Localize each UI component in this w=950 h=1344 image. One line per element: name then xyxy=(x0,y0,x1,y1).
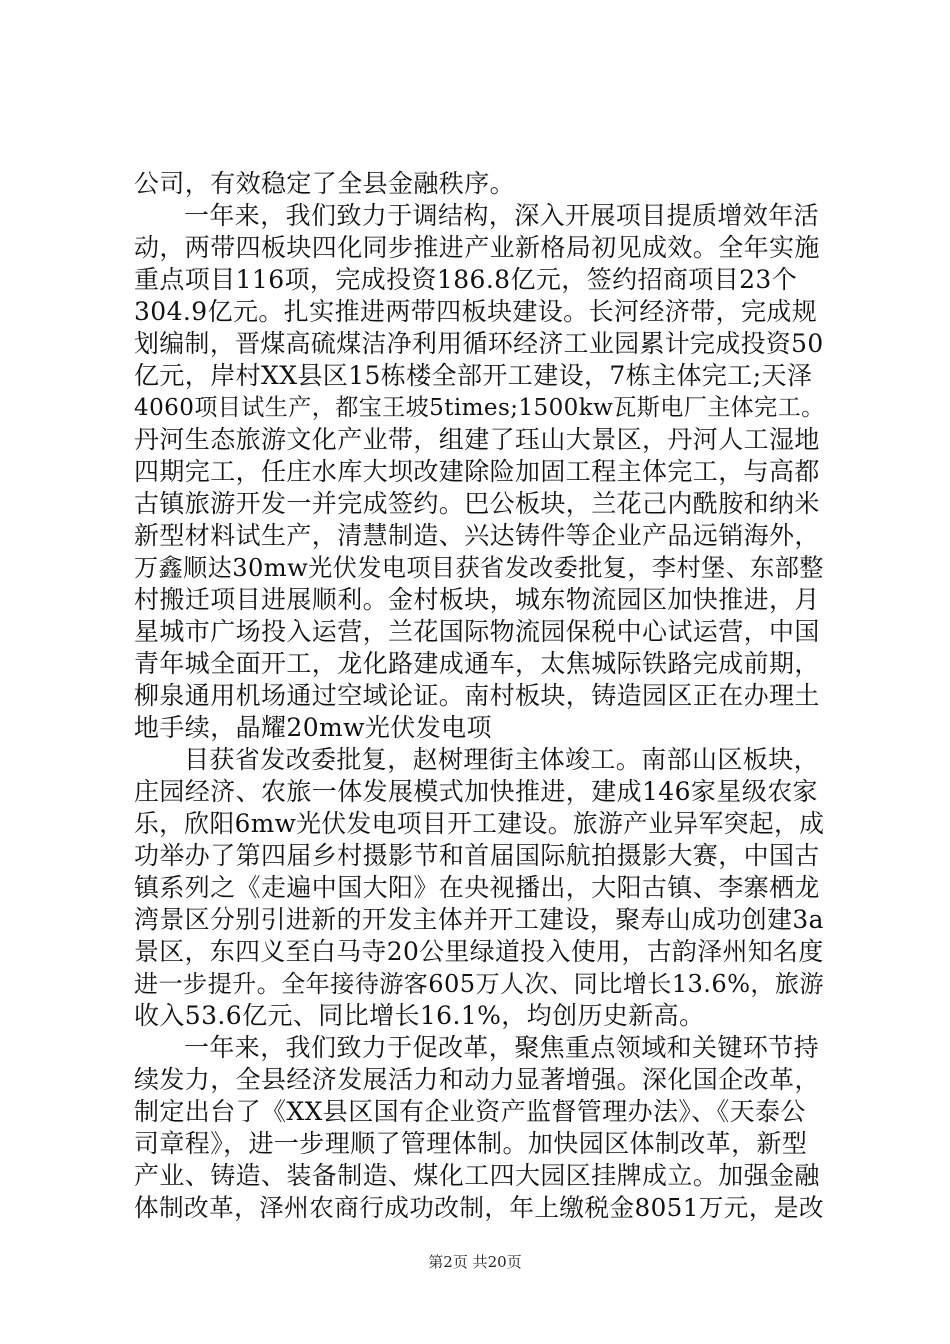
text-line: 青年城全面开工，龙化路建成通车，太焦城际铁路完成前期， xyxy=(134,649,820,678)
text-line: 续发力，全县经济发展活力和动力显著增强。深化国企改革， xyxy=(134,1065,820,1094)
text-line: 304.9亿元。扎实推进两带四板块建设。长河经济带，完成规 xyxy=(134,297,818,326)
page-footer: 第2页 共20页 xyxy=(428,1253,522,1271)
text-line: 四期完工，任庄水库大坝改建除险加固工程主体完工，与高都 xyxy=(134,457,820,486)
text-line: 4060项目试生产，都宝王坡5times;1500kw瓦斯电厂主体完工。 xyxy=(134,395,825,421)
text-line: 收入53.6亿元、同比增长16.1%，均创历史新高。 xyxy=(134,1001,705,1030)
text-line: 景区，东四义至白马寺20公里绿道投入使用，古韵泽州知名度 xyxy=(134,937,824,966)
text-line: 新型材料试生产，清慧制造、兴达铸件等企业产品远销海外， xyxy=(134,521,820,550)
text-line: 地手续，晶耀20mw光伏发电项 xyxy=(134,713,492,742)
text-line: 亿元，岸村XX县区15栋楼全部开工建设，7栋主体完工;天泽 xyxy=(134,361,813,390)
document-body xyxy=(134,168,824,1224)
text-line: 体制改革，泽州农商行成功改制，年上缴税金8051万元，是改 xyxy=(134,1193,824,1222)
text-line: 一年来，我们致力于调结构，深入开展项目提质增效年活 xyxy=(184,201,820,230)
text-line: 村搬迁项目进展顺利。金村板块，城东物流园区加快推进，月 xyxy=(134,585,820,614)
text-line: 目获省发改委批复，赵树理街主体竣工。南部山区板块， xyxy=(184,745,820,774)
text-line: 星城市广场投入运营，兰花国际物流园保税中心试运营，中国 xyxy=(134,617,820,646)
text-line: 柳泉通用机场通过空域论证。南村板块，铸造园区正在办理土 xyxy=(134,681,820,710)
text-line: 进一步提升。全年接待游客605万人次、同比增长13.6%，旅游 xyxy=(134,970,824,998)
text-line: 湾景区分别引进新的开发主体并开工建设，聚寿山成功创建3a xyxy=(134,905,824,934)
text-line: 庄园经济、农旅一体发展模式加快推进，建成146家星级农家 xyxy=(134,777,818,806)
text-line: 产业、铸造、装备制造、煤化工四大园区挂牌成立。加强金融 xyxy=(134,1161,820,1190)
text-line: 动，两带四板块四化同步推进产业新格局初见成效。全年实施 xyxy=(134,233,820,262)
text-line: 丹河生态旅游文化产业带，组建了珏山大景区，丹河人工湿地 xyxy=(134,425,820,454)
text-line: 司章程》，进一步理顺了管理体制。加快园区体制改革，新型 xyxy=(134,1129,808,1158)
text-line: 古镇旅游开发一并完成签约。巴公板块，兰花己内酰胺和纳米 xyxy=(134,489,820,518)
text-line: 功举办了第四届乡村摄影节和首届国际航拍摄影大赛，中国古 xyxy=(134,841,820,870)
text-line: 制定出台了《XX县区国有企业资产监督管理办法》、《天泰公 xyxy=(134,1097,806,1126)
text-line: 一年来，我们致力于促改革，聚焦重点领域和关键环节持 xyxy=(184,1033,820,1062)
text-line: 乐，欣阳6mw光伏发电项目开工建设。旅游产业异军突起，成 xyxy=(134,809,825,838)
text-line: 公司，有效稳定了全县金融秩序。 xyxy=(134,169,516,198)
text-line: 万鑫顺达30mw光伏发电项目获省发改委批复，李村堡、东部整 xyxy=(134,554,824,582)
text-line: 划编制，晋煤高硫煤洁净利用循环经济工业园累计完成投资50 xyxy=(134,329,824,358)
text-line: 重点项目116项，完成投资186.8亿元，签约招商项目23个 xyxy=(134,265,798,294)
text-line: 镇系列之《走遍中国大阳》在央视播出，大阳古镇、李寨栖龙 xyxy=(134,873,820,902)
